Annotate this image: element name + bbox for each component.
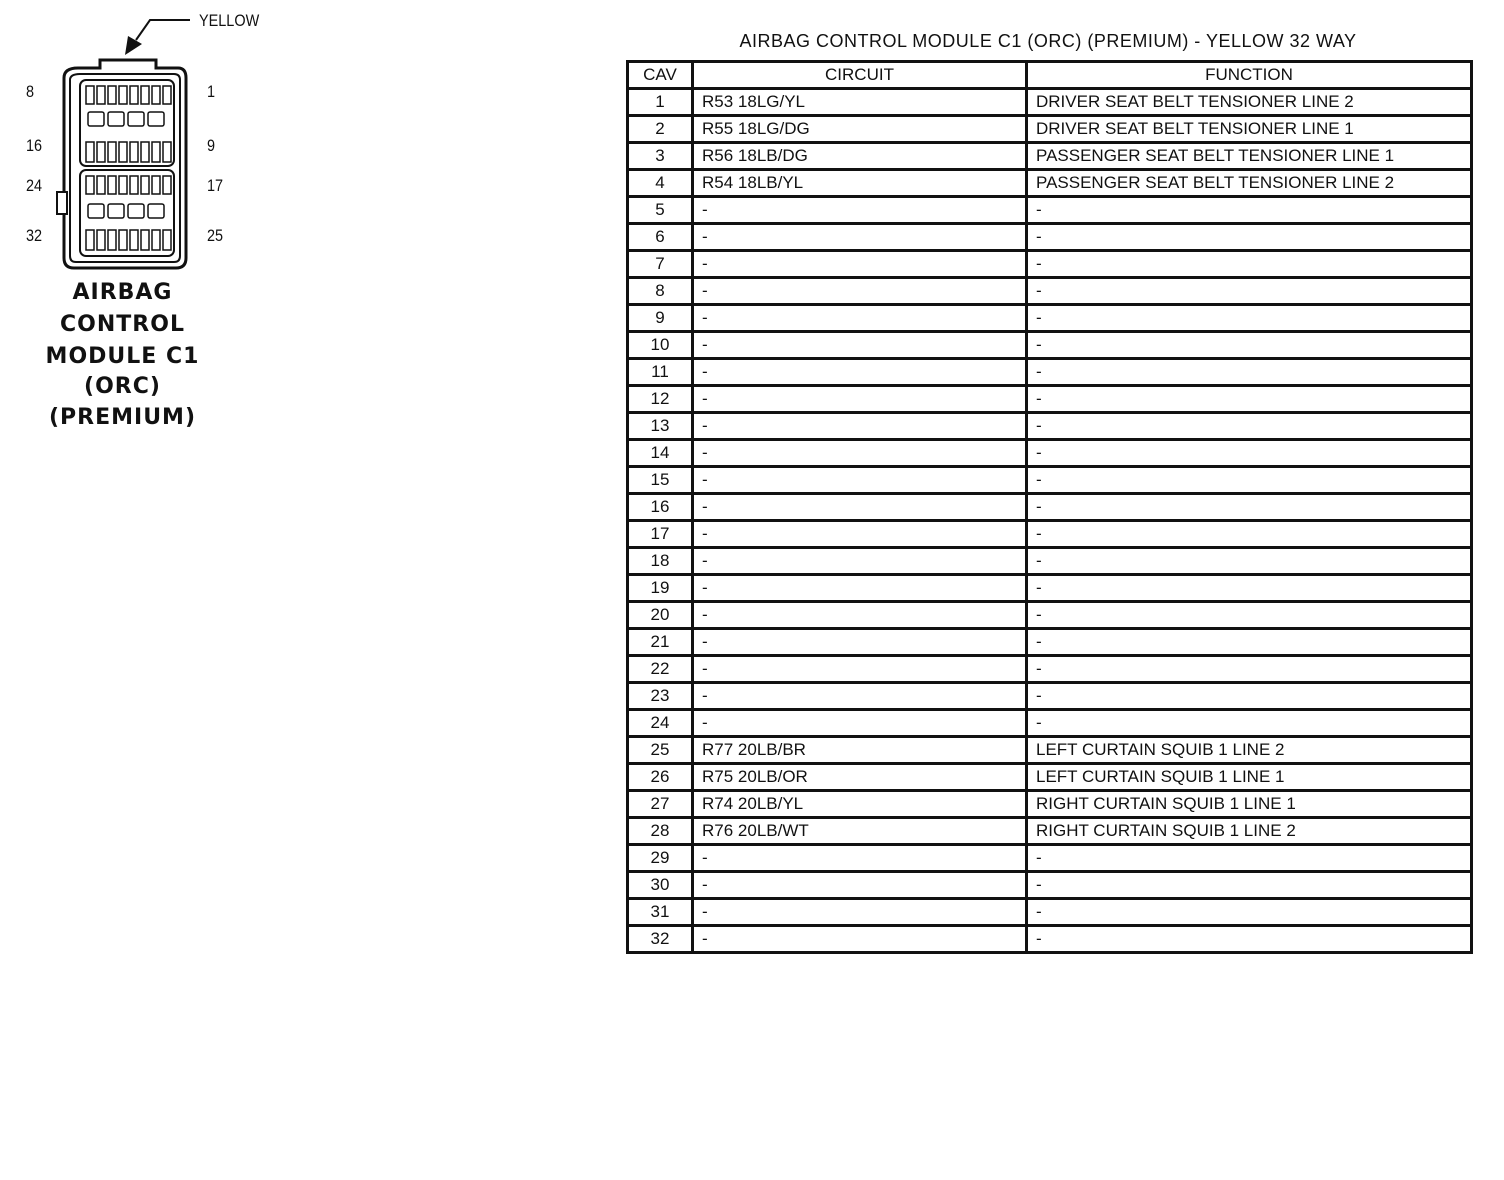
table-row xyxy=(628,764,1472,791)
cav-cell: 4 xyxy=(628,170,693,197)
circuit-cell: - xyxy=(693,467,1027,494)
pinout-table xyxy=(626,60,1473,954)
cavity-mark xyxy=(108,112,124,126)
cavity-mark xyxy=(97,176,105,194)
cavity-mark xyxy=(86,176,94,194)
table-row xyxy=(628,656,1472,683)
function-cell: DRIVER SEAT BELT TENSIONER LINE 2 xyxy=(1027,89,1472,116)
table-body xyxy=(628,89,1472,953)
cavity-mark xyxy=(108,230,116,250)
function-cell: RIGHT CURTAIN SQUIB 1 LINE 1 xyxy=(1027,791,1472,818)
cavity-mark xyxy=(86,86,94,104)
cavity-mark xyxy=(108,86,116,104)
function-cell: - xyxy=(1027,440,1472,467)
cav-cell: 20 xyxy=(628,602,693,629)
table-row xyxy=(628,89,1472,116)
pin-label-25: 25 xyxy=(207,226,224,245)
table-row xyxy=(628,413,1472,440)
function-cell: - xyxy=(1027,899,1472,926)
function-cell: - xyxy=(1027,359,1472,386)
circuit-cell: - xyxy=(693,359,1027,386)
cavity-mark xyxy=(97,86,105,104)
circuit-cell: - xyxy=(693,548,1027,575)
circuit-cell: - xyxy=(693,845,1027,872)
circuit-cell: - xyxy=(693,521,1027,548)
pin-label-1: 1 xyxy=(207,82,216,101)
cav-cell: 6 xyxy=(628,224,693,251)
function-cell: - xyxy=(1027,251,1472,278)
function-cell: - xyxy=(1027,548,1472,575)
table-row xyxy=(628,683,1472,710)
circuit-cell: R55 18LG/DG xyxy=(693,116,1027,143)
caption-line-2: CONTROL xyxy=(60,312,185,337)
table-row xyxy=(628,170,1472,197)
cav-cell: 22 xyxy=(628,656,693,683)
cavity-mark xyxy=(108,204,124,218)
pin-label-8: 8 xyxy=(26,82,35,101)
header-cav: CAV xyxy=(628,62,693,89)
cavity-mark xyxy=(128,112,144,126)
circuit-cell: - xyxy=(693,413,1027,440)
connector-face-drawing xyxy=(0,0,300,280)
circuit-cell: - xyxy=(693,575,1027,602)
circuit-cell: R56 18LB/DG xyxy=(693,143,1027,170)
circuit-cell: - xyxy=(693,386,1027,413)
connector-diagram xyxy=(0,0,300,450)
cavity-mark xyxy=(86,230,94,250)
table-row xyxy=(628,494,1472,521)
function-cell: - xyxy=(1027,332,1472,359)
function-cell: LEFT CURTAIN SQUIB 1 LINE 2 xyxy=(1027,737,1472,764)
cav-cell: 7 xyxy=(628,251,693,278)
table-row xyxy=(628,791,1472,818)
cavity-mark xyxy=(119,86,127,104)
table-row xyxy=(628,737,1472,764)
pin-label-17: 17 xyxy=(207,176,224,195)
cav-cell: 27 xyxy=(628,791,693,818)
cavity-mark xyxy=(108,142,116,162)
function-cell: - xyxy=(1027,224,1472,251)
function-cell: - xyxy=(1027,710,1472,737)
table-row xyxy=(628,575,1472,602)
cav-cell: 25 xyxy=(628,737,693,764)
cav-cell: 16 xyxy=(628,494,693,521)
cav-cell: 17 xyxy=(628,521,693,548)
header-function: FUNCTION xyxy=(1027,62,1472,89)
table-row xyxy=(628,467,1472,494)
circuit-cell: R77 20LB/BR xyxy=(693,737,1027,764)
cav-cell: 28 xyxy=(628,818,693,845)
function-cell: LEFT CURTAIN SQUIB 1 LINE 1 xyxy=(1027,764,1472,791)
table-row xyxy=(628,602,1472,629)
circuit-cell: - xyxy=(693,899,1027,926)
cavity-mark xyxy=(148,112,164,126)
pin-label-32: 32 xyxy=(26,226,43,245)
color-callout-label: YELLOW xyxy=(199,11,260,30)
function-cell: - xyxy=(1027,494,1472,521)
cavity-mark xyxy=(128,204,144,218)
cav-cell: 14 xyxy=(628,440,693,467)
table-row xyxy=(628,872,1472,899)
cavity-mark xyxy=(119,176,127,194)
caption-line-5: (PREMIUM) xyxy=(48,405,197,430)
function-cell: - xyxy=(1027,575,1472,602)
callout-arrowhead xyxy=(125,36,142,55)
pin-label-16: 16 xyxy=(26,136,43,155)
table-title: AIRBAG CONTROL MODULE C1 (ORC) (PREMIUM) - YELLOW 32 WAY xyxy=(739,31,1357,51)
function-cell: - xyxy=(1027,467,1472,494)
cavity-mark xyxy=(86,142,94,162)
cav-cell: 24 xyxy=(628,710,693,737)
function-cell: - xyxy=(1027,845,1472,872)
cav-cell: 13 xyxy=(628,413,693,440)
circuit-cell: - xyxy=(693,332,1027,359)
cavity-mark xyxy=(130,86,138,104)
cavity-mark xyxy=(152,176,160,194)
circuit-cell: - xyxy=(693,872,1027,899)
cavity-mark xyxy=(152,142,160,162)
circuit-cell: - xyxy=(693,278,1027,305)
cavity-mark xyxy=(97,142,105,162)
table-row xyxy=(628,305,1472,332)
table-row xyxy=(628,899,1472,926)
cavity-mark xyxy=(163,86,171,104)
circuit-cell: R74 20LB/YL xyxy=(693,791,1027,818)
caption-line-1: AIRBAG xyxy=(72,280,173,305)
cavity-mark xyxy=(163,176,171,194)
circuit-cell: - xyxy=(693,602,1027,629)
caption-line-4: (ORC) xyxy=(84,374,161,399)
table-row xyxy=(628,386,1472,413)
cavity-mark xyxy=(152,230,160,250)
circuit-cell: - xyxy=(693,683,1027,710)
circuit-cell: - xyxy=(693,305,1027,332)
circuit-cell: R75 20LB/OR xyxy=(693,764,1027,791)
table-row xyxy=(628,710,1472,737)
cavity-mark xyxy=(141,230,149,250)
function-cell: - xyxy=(1027,656,1472,683)
cavity-mark xyxy=(130,176,138,194)
cavity-mark xyxy=(141,86,149,104)
cavity-mark xyxy=(97,230,105,250)
callout-leader-line xyxy=(136,20,190,40)
header-circuit: CIRCUIT xyxy=(693,62,1027,89)
table-row xyxy=(628,116,1472,143)
cav-cell: 3 xyxy=(628,143,693,170)
table-row xyxy=(628,143,1472,170)
circuit-cell: R54 18LB/YL xyxy=(693,170,1027,197)
cav-cell: 9 xyxy=(628,305,693,332)
cavity-mark xyxy=(148,204,164,218)
function-cell: PASSENGER SEAT BELT TENSIONER LINE 2 xyxy=(1027,170,1472,197)
side-latch xyxy=(57,192,67,214)
cavity-mark xyxy=(141,176,149,194)
table-row xyxy=(628,251,1472,278)
cavity-mark xyxy=(163,230,171,250)
cavity-mark xyxy=(119,230,127,250)
function-cell: - xyxy=(1027,413,1472,440)
cav-cell: 1 xyxy=(628,89,693,116)
cav-cell: 30 xyxy=(628,872,693,899)
table-row xyxy=(628,359,1472,386)
table-row xyxy=(628,440,1472,467)
cavity-mark xyxy=(108,176,116,194)
table-row xyxy=(628,845,1472,872)
cav-cell: 18 xyxy=(628,548,693,575)
cavity-marks xyxy=(86,86,171,250)
function-cell: - xyxy=(1027,305,1472,332)
circuit-cell: - xyxy=(693,224,1027,251)
function-cell: - xyxy=(1027,926,1472,953)
circuit-cell: - xyxy=(693,629,1027,656)
cav-cell: 5 xyxy=(628,197,693,224)
function-cell: - xyxy=(1027,386,1472,413)
caption-line-3: MODULE C1 xyxy=(45,344,200,369)
cavity-mark xyxy=(88,204,104,218)
table-row xyxy=(628,332,1472,359)
cavity-mark xyxy=(163,142,171,162)
circuit-cell: - xyxy=(693,197,1027,224)
function-cell: DRIVER SEAT BELT TENSIONER LINE 1 xyxy=(1027,116,1472,143)
cav-cell: 32 xyxy=(628,926,693,953)
cav-cell: 19 xyxy=(628,575,693,602)
function-cell: RIGHT CURTAIN SQUIB 1 LINE 2 xyxy=(1027,818,1472,845)
circuit-cell: R53 18LG/YL xyxy=(693,89,1027,116)
table-row xyxy=(628,278,1472,305)
cavity-mark xyxy=(141,142,149,162)
cav-cell: 31 xyxy=(628,899,693,926)
function-cell: - xyxy=(1027,602,1472,629)
circuit-cell: - xyxy=(693,926,1027,953)
cav-cell: 15 xyxy=(628,467,693,494)
function-cell: - xyxy=(1027,872,1472,899)
function-cell: - xyxy=(1027,197,1472,224)
table-row xyxy=(628,197,1472,224)
function-cell: - xyxy=(1027,278,1472,305)
function-cell: PASSENGER SEAT BELT TENSIONER LINE 1 xyxy=(1027,143,1472,170)
circuit-cell: - xyxy=(693,710,1027,737)
pin-label-24: 24 xyxy=(26,176,43,195)
circuit-cell: - xyxy=(693,440,1027,467)
cav-cell: 23 xyxy=(628,683,693,710)
circuit-cell: - xyxy=(693,656,1027,683)
cavity-mark xyxy=(130,142,138,162)
cavity-mark xyxy=(119,142,127,162)
pin-label-9: 9 xyxy=(207,136,216,155)
table-row xyxy=(628,548,1472,575)
table-row xyxy=(628,629,1472,656)
table-row xyxy=(628,818,1472,845)
circuit-cell: - xyxy=(693,251,1027,278)
cav-cell: 12 xyxy=(628,386,693,413)
cav-cell: 29 xyxy=(628,845,693,872)
cav-cell: 11 xyxy=(628,359,693,386)
table-row xyxy=(628,926,1472,953)
cavity-mark xyxy=(152,86,160,104)
cav-cell: 21 xyxy=(628,629,693,656)
function-cell: - xyxy=(1027,521,1472,548)
circuit-cell: R76 20LB/WT xyxy=(693,818,1027,845)
function-cell: - xyxy=(1027,683,1472,710)
circuit-cell: - xyxy=(693,494,1027,521)
cav-cell: 8 xyxy=(628,278,693,305)
cavity-mark xyxy=(130,230,138,250)
table-header-row xyxy=(628,62,1472,89)
cavity-mark xyxy=(88,112,104,126)
cav-cell: 2 xyxy=(628,116,693,143)
cav-cell: 26 xyxy=(628,764,693,791)
function-cell: - xyxy=(1027,629,1472,656)
table-row xyxy=(628,224,1472,251)
cav-cell: 10 xyxy=(628,332,693,359)
table-row xyxy=(628,521,1472,548)
